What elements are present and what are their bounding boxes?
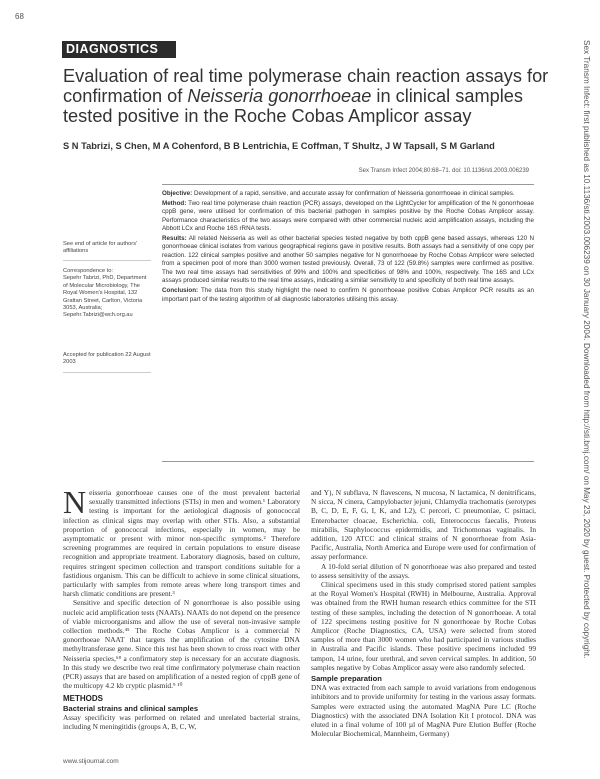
affiliations-note: See end of article for authors' affiliations [63,241,138,255]
accepted-text: Accepted for publication 22 August 2003 [63,352,151,366]
intro-paragraph [63,484,300,599]
bacterial-strains-heading: Bacterial strains and clinical samples [63,703,199,713]
citation: Sex Transm Infect 2004;80:68–71. doi: 10.1136/sti.2003.006239 [358,168,529,174]
title-part1: Evaluation of real time polymerase chain reaction assays for confirmation of [63,66,549,106]
sample-preparation-heading: Sample preparation [311,674,382,684]
sidebar-rule-1 [63,260,151,261]
download-notice [579,40,593,740]
abstract-bottom-rule [162,461,534,462]
right-paragraph-1: and Y), N subflava, N flavescens, N mucosa, N lactamica, N denitrificans, N sicca, N cinera, Campylobacter jejuni, Chlamydia trachomatis (serotypes B, C, D, E, F, G, I, K, and L2), C percori, C pneumoniae, C psittaci, Enterobacter cloacae, Escherichia. coli, Enterococcus faecalis, Proteus mirabilis, Staphylococcus epidermidis, and Trichomonas vaginalis. In addition, 120 ATCC and clinical strains of N gonorrhoeae from Asia-Pacific, Australia, North America and Europe were used for confirmation of assay performance. [311,488,536,562]
footer-url: www.stijournal.com [63,758,119,765]
right-column [311,488,536,738]
conclusion-text: The data from this study highlight the need to confirm N gonorrhoeae positive Cobas Amplicor PCR results as an important part of the testing algorithm of all diagnostic laboratories utilising this assay. [162,287,534,303]
intro-text: eisseria gonorrhoeae causes one of the most prevalent bacterial sexually transmitted infections (STIs) in men and women.¹ Laboratory testing is important for the aetiological diagnosis of gonococcal infection as clinical signs may overlap with other STIs. Also, a substantial proportion of gonococcal infections, especially in women, may be asymptomatic or present with minor non-specific symptoms.² Therefore screening programmes are required in certain populations to ensure disease recognition and appropriate treatment. Laboratory diagnosis, based on culture, requires stringent specimen collection and transport conditions suitable for a fastidious organism. This can be difficult to achieve in some clinical situations, particularly with samples from remote areas where long transport times and harsh climatic conditions are present.³ [63,488,300,599]
download-notice-text: Sex Transm Infect: first published as 10.1136/sti.2003.006239 on 30 January 2004. Downloaded from http://sti.bmj.com/ on May 23, 2020 by guest. Protected by copyright. [582,40,591,659]
method-label: Method: [162,199,187,207]
authors: S N Tabrizi, S Chen, M A Cohenford, B B Lentrichia, E Coffman, T Shultz, J W Tapsall, S M Garland [63,141,495,151]
results-text: All related Neisseria as well as other bacterial species tested negative by both cppB gene based assays, whereas 120 N gonorrhoeae clinical isolates from various geographical regions gave in positive results. Both assays had a sensitivity of one copy per reaction. 122 clinical samples positive and another 50 samples negative for N gonorrhoeae by Roche Cobas Amplicor were selected from a specimen pool of more than 3000 women tested previously. Overall, 73 of 122 (59.8%) samples were confirmed as positive. The two real time assays had sensitivities of 99% and 100% and specificities of 98% and 100%, respectively. The 16S and LCx assays produced similar results to the real time assays, indicating a similar sensitivity to and specificity of both real time assays. [162,234,534,285]
correspondence-heading: Correspondence to: [63,268,113,274]
objective-label: Objective: [162,190,193,197]
article-title [63,66,551,126]
left-paragraph-2: Sensitive and specific detection of N gonorrhoeae is also possible using nucleic acid amplification tests (NAATs). NAATs do not depend on the presence of viable microorganisms and allow the use of several non-invasive sample collection methods.⁴⁵ The Roche Cobas Amplicor is a commercial N gonorrhoeae NAAT that targets the amplification of the cytosine DNA methyltransferase gene. Since this test has been shown to cross react with other Neisseria species,⁶⁸ a confirmatory step is necessary for an accurate diagnosis. In this study we describe two real time confirmatory polymerase chain reaction (PCR) assays that are based on amplification of a nested region of cppB gene of the multicopy 4.2 kb cryptic plasmid.⁹ ¹⁰ [63,598,300,691]
abstract-top-rule [162,184,534,185]
results-label: Results: [162,234,187,242]
sidebar-accepted [63,352,151,367]
correspondence-text: Sepehr Tabrizi, PhD, Department of Molecular Microbiology, The Royal Women's Hospital, 132 Grattan Street, Carlton, Victoria 3053, Australia; Sepehr.Tabrizi@wch.org.au [63,275,147,319]
left-paragraph-3: Assay specificity was performed on related and unrelated bacterial strains, including N meningitidis (groups A, B, C, W, [63,712,300,732]
sidebar-correspondence [63,268,151,320]
abstract [162,190,534,305]
objective-text: Development of a rapid, sensitive, and accurate assay for confirmation of Neisseria gonorrhoeae in clinical samples. [192,190,515,197]
methods-heading: METHODS [63,694,103,704]
title-part2: in clinical samples tested positive in the Roche Cobas Amplicor assay [63,86,523,126]
page-number: 68 [15,12,24,21]
method-text: Two real time polymerase chain reaction (PCR) assays, developed on the LightCycler for amplification of the N gonorrhoeae cppB gene, were utilised for confirmation of this bacterial pathogen in samples positive by the Roche Cobas Amplicor assay. Performance characteristics of the two assays were compared with other commercial nucleic acid amplification assays, including the Abbott LCx and Roche 16S rRNA tests. [162,199,534,233]
sidebar-rule-2 [63,372,151,373]
sidebar-affiliations [63,241,151,256]
right-paragraph-2: A 10-fold serial dilution of N gonorrhoeae was also prepared and tested to assess sensitivity of the assays. [311,561,536,580]
right-paragraph-3: Clinical specimens used in this study comprised stored patient samples at the Royal Women's Hospital (RWH) in Melbourne, Australia. Approval was obtained from the RWH human research ethics committee for the STI testing of these samples, including the detection of N gonorrhoeae. A total of 122 specimens testing positive for N gonorrhoeae by Roche Cobas Amplicor (Roche Diagnostics, CA, USA) were selected from stored samples of more than 3000 women who had participated in various studies in Australia and Pacific islands. These positive specimens included 99 tampon, 14 urine, four urethral, and seven cervical samples. In addition, 50 samples negative by Cobas Amplicor assay were also randomly selected. [311,580,536,672]
left-column [63,484,300,732]
section-label: DIAGNOSTICS [62,41,176,58]
conclusion-label: Conclusion: [162,287,199,295]
title-italic: Neisseria gonorrhoeae [187,86,372,106]
right-paragraph-4: DNA was extracted from each sample to avoid variations from endogenous inhibitors and to provide uniformity for testing in the various assay formats. Samples were extracted using the automated MagNA Pure LC (Roche Diagnostics) with the associated DNA Isolation Kit I protocol. DNA was eluted in a final volume of 100 µl of MagNA Pure Elution Buffer (Roche Molecular Biochemical, Mannheim, Germany) [311,683,536,739]
dropcap: N [63,484,87,520]
